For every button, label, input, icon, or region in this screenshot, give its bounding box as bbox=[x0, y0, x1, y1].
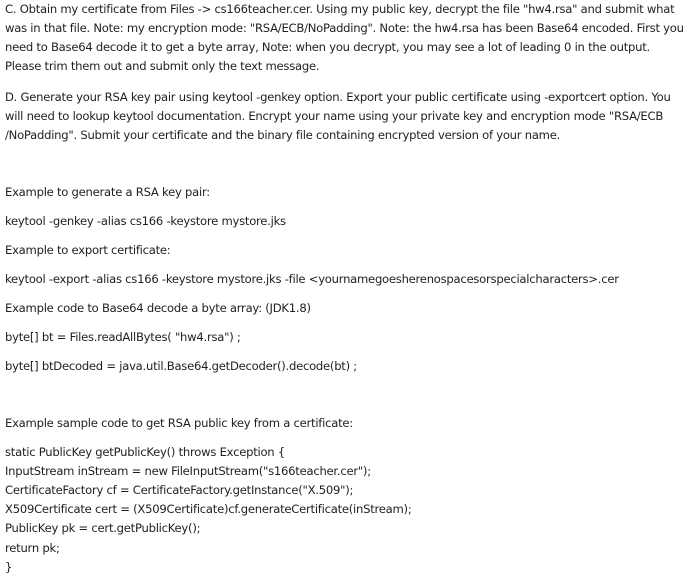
example-generate-label: Example to generate a RSA key pair: bbox=[5, 185, 210, 199]
code-line: PublicKey pk = cert.getPublicKey(); bbox=[5, 521, 201, 535]
code-line: CertificateFactory cf = CertificateFactory.getInstance("X.509"); bbox=[5, 483, 354, 497]
code-line: return pk; bbox=[5, 541, 60, 555]
example-export-command: keytool -export -alias cs166 -keystore mystore.jks -file <yournamegoesherenospacesorspecialcharacters>.cer bbox=[5, 272, 619, 286]
code-line: } bbox=[5, 560, 13, 574]
example-decode-label: Example code to Base64 decode a byte array: (JDK1.8) bbox=[5, 301, 311, 315]
example-pubkey-label: Example sample code to get RSA public key from a certificate: bbox=[5, 416, 353, 430]
code-line: static PublicKey getPublicKey() throws Exception { bbox=[5, 445, 285, 459]
example-decode-line-2: byte[] btDecoded = java.util.Base64.getDecoder().decode(bt) ; bbox=[5, 359, 357, 373]
example-export-label: Example to export certificate: bbox=[5, 243, 171, 257]
example-generate-command: keytool -genkey -alias cs166 -keystore mystore.jks bbox=[5, 214, 286, 228]
code-line: InputStream inStream = new FileInputStream("s166teacher.cer"); bbox=[5, 464, 371, 478]
code-line: X509Certificate cert = (X509Certificate)cf.generateCertificate(inStream); bbox=[5, 502, 412, 516]
example-decode-line-1: byte[] bt = Files.readAllBytes( "hw4.rsa") ; bbox=[5, 330, 241, 344]
section-c-paragraph: C. Obtain my certificate from Files -> cs166teacher.cer. Using my public key, decrypt the file "hw4.rsa" and submit what was in that file. Note: my encryption mode: "RSA/ECB/NoPadding". Note: the hw4.rsa has been Base64 encoded. First you need to Base64 decode it to get a byte array, Note: when you decrypt, you may see a lot of leading 0 in the output. Please trim them out and submit only the text message. bbox=[5, 2, 684, 73]
section-d-paragraph: D. Generate your RSA key pair using keytool -genkey option. Export your public certificate using -exportcert option. You will need to lookup keytool documentation. Encrypt your name using your private key and encryption mode "RSA/ECB /NoPadding". Submit your certificate and the binary file containing encrypted version of your name. bbox=[5, 90, 671, 142]
